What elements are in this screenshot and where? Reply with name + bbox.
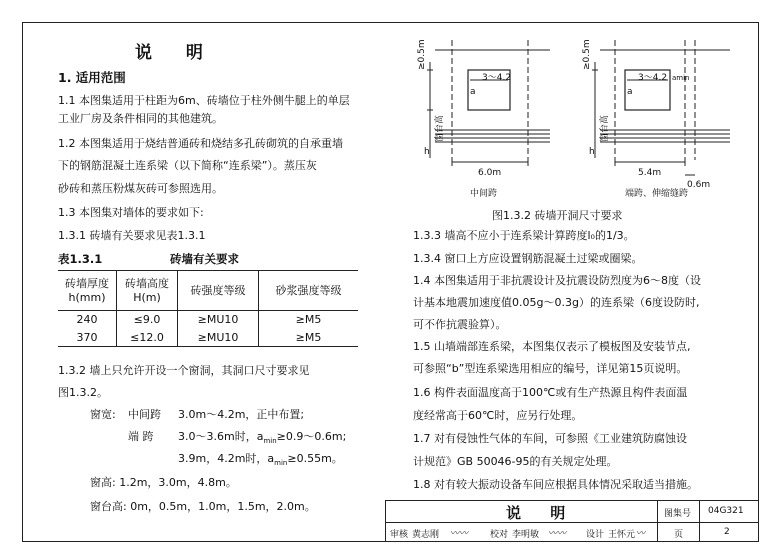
- header-thickness: 砖墙厚度 h(mm): [58, 271, 117, 311]
- figure-caption: 图1.3.2 砖墙开洞尺寸要求: [492, 209, 623, 222]
- fig-dim-window-left: 3～4.2: [482, 73, 512, 83]
- table-cell: ≥MU10: [178, 329, 259, 347]
- para-1-2-line2: 下的钢筋混凝土连系梁（以下简称“连系梁”）。蒸压灰: [58, 159, 317, 172]
- fig-dim-06: 0.6m: [687, 180, 711, 190]
- table-row: [58, 329, 358, 347]
- para-1-6-line1: 1.6 构件表面温度高于100℃或有生产热源且构件表面温: [413, 386, 688, 399]
- para-1-1-line1: 1.1 本图集适用于柱距为6m、砖墙位于柱外侧牛腿上的单层: [58, 94, 350, 107]
- header-mortar-grade: 砂浆强度等级: [259, 271, 359, 311]
- table-row: [58, 311, 358, 329]
- window-height-spec: 窗高: 1.2m，3.0m，4.8m。: [90, 476, 237, 489]
- header-brick-grade: 砖强度等级: [178, 271, 259, 311]
- fig-dim-h-right: h: [589, 147, 595, 157]
- design-label: 设计: [586, 530, 605, 540]
- fig-dim-a-right: a: [627, 87, 633, 97]
- para-1-6-line2: 度经常高于60℃时，应另行处理。: [413, 409, 583, 422]
- table-cell: 240: [76, 313, 98, 327]
- sill-height-spec: 窗台高: 0m，0.5m，1.0m，1.5m，2.0m。: [90, 500, 316, 513]
- para-1-3-3: 1.3.3 墙高不应小于连系梁计算跨度l₀的1/3。: [413, 229, 635, 242]
- fig-dim-05-left: ≥0.5m: [417, 39, 427, 70]
- fig-dim-a-left: a: [470, 87, 476, 97]
- table-cell: 370: [58, 329, 117, 347]
- fig-dim-60: 6.0m: [478, 168, 502, 178]
- window-opening-figure: [410, 30, 750, 226]
- check-signature: 〰〰: [548, 529, 567, 539]
- para-1-4-line1: 1.4 本图集适用于非抗震设计及抗震设防烈度为6～8度（设: [413, 274, 701, 287]
- para-1-3-4: 1.3.4 窗口上方应设置钢筋混凝土过梁或圈梁。: [413, 252, 643, 265]
- fig-label-middle-span: 中间跨: [470, 189, 498, 199]
- review-signature: 〰〰: [450, 529, 469, 539]
- page-title: 说 明: [135, 43, 217, 63]
- para-1-2-line3: 砂砖和蒸压粉煤灰砖可参照选用。: [58, 182, 223, 195]
- design-signature: 〰: [636, 529, 646, 539]
- review-name: 黄志刚: [412, 530, 440, 540]
- fig-dim-window-right: 3～4.2: [638, 73, 668, 83]
- page-label: 页: [674, 530, 684, 540]
- para-1-7-line2: 计规范》GB 50046-95的有关规定处理。: [413, 455, 618, 468]
- fig-label-end-span: 端跨、伸缩缝跨: [625, 189, 689, 199]
- window-end-value-2: 3.9m，4.2m时，$a_{min}\ge 0.55m$。: [178, 452, 343, 468]
- header-height: 砖墙高度 H(m): [117, 271, 178, 311]
- title-block-title: 说 明: [506, 504, 578, 522]
- table-number: 表1.3.1: [58, 252, 103, 266]
- para-1-8: 1.8 对有较大振动设备车间应根据具体情况采取适当措施。: [413, 478, 698, 491]
- para-1-4-line3: 可不作抗震验算）。: [413, 318, 507, 331]
- para-1-3: 1.3 本图集对墙体的要求如下:: [58, 206, 204, 219]
- fig-dim-sill-right: 窗台高: [600, 114, 610, 142]
- section-1-heading: 1. 适用范围: [58, 70, 126, 85]
- check-label: 校对: [490, 530, 509, 540]
- para-1-3-1: 1.3.1 砖墙有关要求见表1.3.1: [58, 229, 206, 242]
- table-cell: ≥MU10: [178, 311, 259, 329]
- para-1-1-line2: 工业厂房及条件相同的其他建筑。: [58, 112, 223, 125]
- para-1-4-line2: 计基本地震加速度值0.05g～0.3g）的连系梁（6度设防时,: [413, 296, 700, 309]
- table-cell: ≥M5: [259, 311, 359, 329]
- para-1-5-line1: 1.5 山墙端部连系梁，本图集仅表示了模板图及安装节点,: [413, 340, 691, 353]
- table-cell: ≤12.0: [117, 329, 178, 347]
- atlas-number-label: 图集号: [664, 509, 692, 519]
- fig-dim-sill-left: 窗台高: [435, 114, 445, 142]
- requirements-table: [58, 270, 358, 347]
- para-1-3-2-line1: 1.3.2 墙上只允许开设一个窗洞，其洞口尺寸要求见: [58, 364, 310, 377]
- table-title: 砖墙有关要求: [170, 252, 239, 266]
- fig-dim-amin: amin: [672, 74, 690, 82]
- fig-dim-h-left: h: [424, 147, 430, 157]
- window-end-value-1: 3.0～3.6m时，$a_{min}\ge 0.9\sim 0.6m$;: [178, 430, 347, 446]
- window-end-label: 端 跨: [128, 430, 154, 443]
- fig-dim-05-right: ≥0.5m: [582, 39, 592, 70]
- window-mid-value: 3.0m～4.2m，正中布置;: [178, 408, 305, 421]
- fig-dim-54: 5.4m: [638, 168, 662, 178]
- para-1-2-line1: 1.2 本图集适用于烧结普通砖和烧结多孔砖砌筑的自承重墙: [58, 137, 343, 150]
- review-label: 审核: [390, 530, 409, 540]
- table-cell: ≥M5: [259, 329, 359, 347]
- title-block: [385, 500, 759, 542]
- table-header-row: [58, 271, 358, 311]
- page-number: 2: [724, 527, 730, 537]
- design-name: 王怀元: [608, 530, 636, 540]
- para-1-3-2-line2: 图1.3.2。: [58, 386, 108, 399]
- para-1-5-line2: 可参照“b”型连系梁选用相应的编号，详见第15页说明。: [413, 362, 688, 375]
- window-width-label: 窗宽:: [90, 408, 116, 421]
- check-name: 李明敏: [512, 530, 540, 540]
- para-1-7-line1: 1.7 对有侵蚀性气体的车间，可参照《工业建筑防腐蚀设: [413, 432, 687, 445]
- table-cell: ≤9.0: [117, 311, 178, 329]
- window-mid-label: 中间跨: [128, 408, 161, 421]
- atlas-number: 04G321: [708, 506, 744, 516]
